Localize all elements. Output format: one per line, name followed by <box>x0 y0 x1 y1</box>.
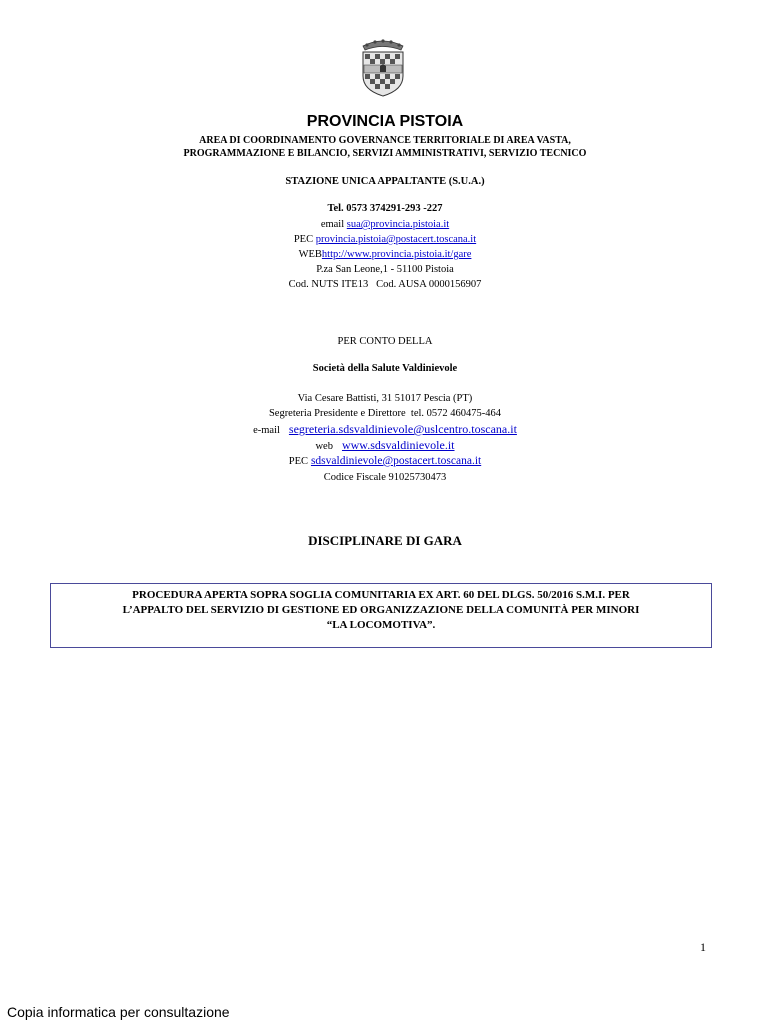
entity-email-link[interactable]: segreteria.sdsvaldinievole@uslcentro.toscana.it <box>288 422 517 436</box>
on-behalf-label: PER CONTO DELLA <box>337 336 433 347</box>
entity-fiscal-code: Codice Fiscale 91025730473 <box>323 472 447 483</box>
entity-web-link[interactable]: www.sdsvaldinievole.it <box>341 438 455 452</box>
codes: Cod. NUTS ITE13 Cod. AUSA 0000156907 <box>288 279 482 290</box>
department-line-2: PROGRAMMAZIONE E BILANCIO, SERVIZI AMMINISTRATIVI, SERVIZIO TECNICO <box>183 148 587 159</box>
phone-number: Tel. 0573 374291-293 -227 <box>327 203 443 214</box>
contracting-station: STAZIONE UNICA APPALTANTE (S.U.A.) <box>285 176 485 187</box>
email-label: email <box>320 219 345 230</box>
province-coat-of-arms-icon <box>357 38 409 98</box>
entity-email-label: e-mail <box>253 425 280 436</box>
entity-pec-line <box>0 455 770 467</box>
department-block <box>0 134 770 160</box>
entity-secretariat: Segreteria Presidente e Direttore tel. 0572 460475-464 <box>268 408 502 419</box>
pec-link[interactable]: provincia.pistoia@postacert.toscana.it <box>315 234 477 245</box>
procedure-line-2: L’APPALTO DEL SERVIZIO DI GESTIONE ED ORGANIZZAZIONE DELLA COMUNITÀ PER MINORI <box>122 604 640 616</box>
document-heading: DISCIPLINARE DI GARA <box>308 533 462 548</box>
address: P.za San Leone,1 - 51100 Pistoia <box>316 264 454 275</box>
entity-address: Via Cesare Battisti, 31 51017 Pescia (PT) <box>297 393 473 404</box>
entity-pec-label: PEC <box>288 456 309 467</box>
web-label: WEB <box>298 249 322 260</box>
entity-pec-link[interactable]: sdsvaldinievole@postacert.toscana.it <box>310 455 482 467</box>
entity-web-label: web <box>315 441 333 452</box>
entity-name: Società della Salute Valdinievole <box>312 363 458 374</box>
contact-email-line <box>0 217 770 232</box>
department-line-1: AREA DI COORDINAMENTO GOVERNANCE TERRITORIALE DI AREA VASTA, <box>199 135 571 146</box>
page-number: 1 <box>700 940 706 954</box>
procedure-line-1: PROCEDURA APERTA SOPRA SOGLIA COMUNITARIA EX ART. 60 DEL DLGS. 50/2016 S.M.I. PER <box>132 589 630 601</box>
footer-note: Copia informatica per consultazione <box>7 1004 230 1020</box>
web-link[interactable]: http://www.provincia.pistoia.it/gare <box>321 249 472 260</box>
procedure-line-3: “LA LOCOMOTIVA”. <box>326 619 436 631</box>
entity-web-line <box>0 438 770 453</box>
page-title: PROVINCIA PISTOIA <box>306 113 464 130</box>
pec-label: PEC <box>293 234 314 245</box>
contact-web-line <box>0 247 770 262</box>
entity-email-line <box>0 422 770 437</box>
email-link[interactable]: sua@provincia.pistoia.it <box>346 219 450 230</box>
contact-pec-line <box>0 232 770 247</box>
procedure-box <box>50 583 712 648</box>
